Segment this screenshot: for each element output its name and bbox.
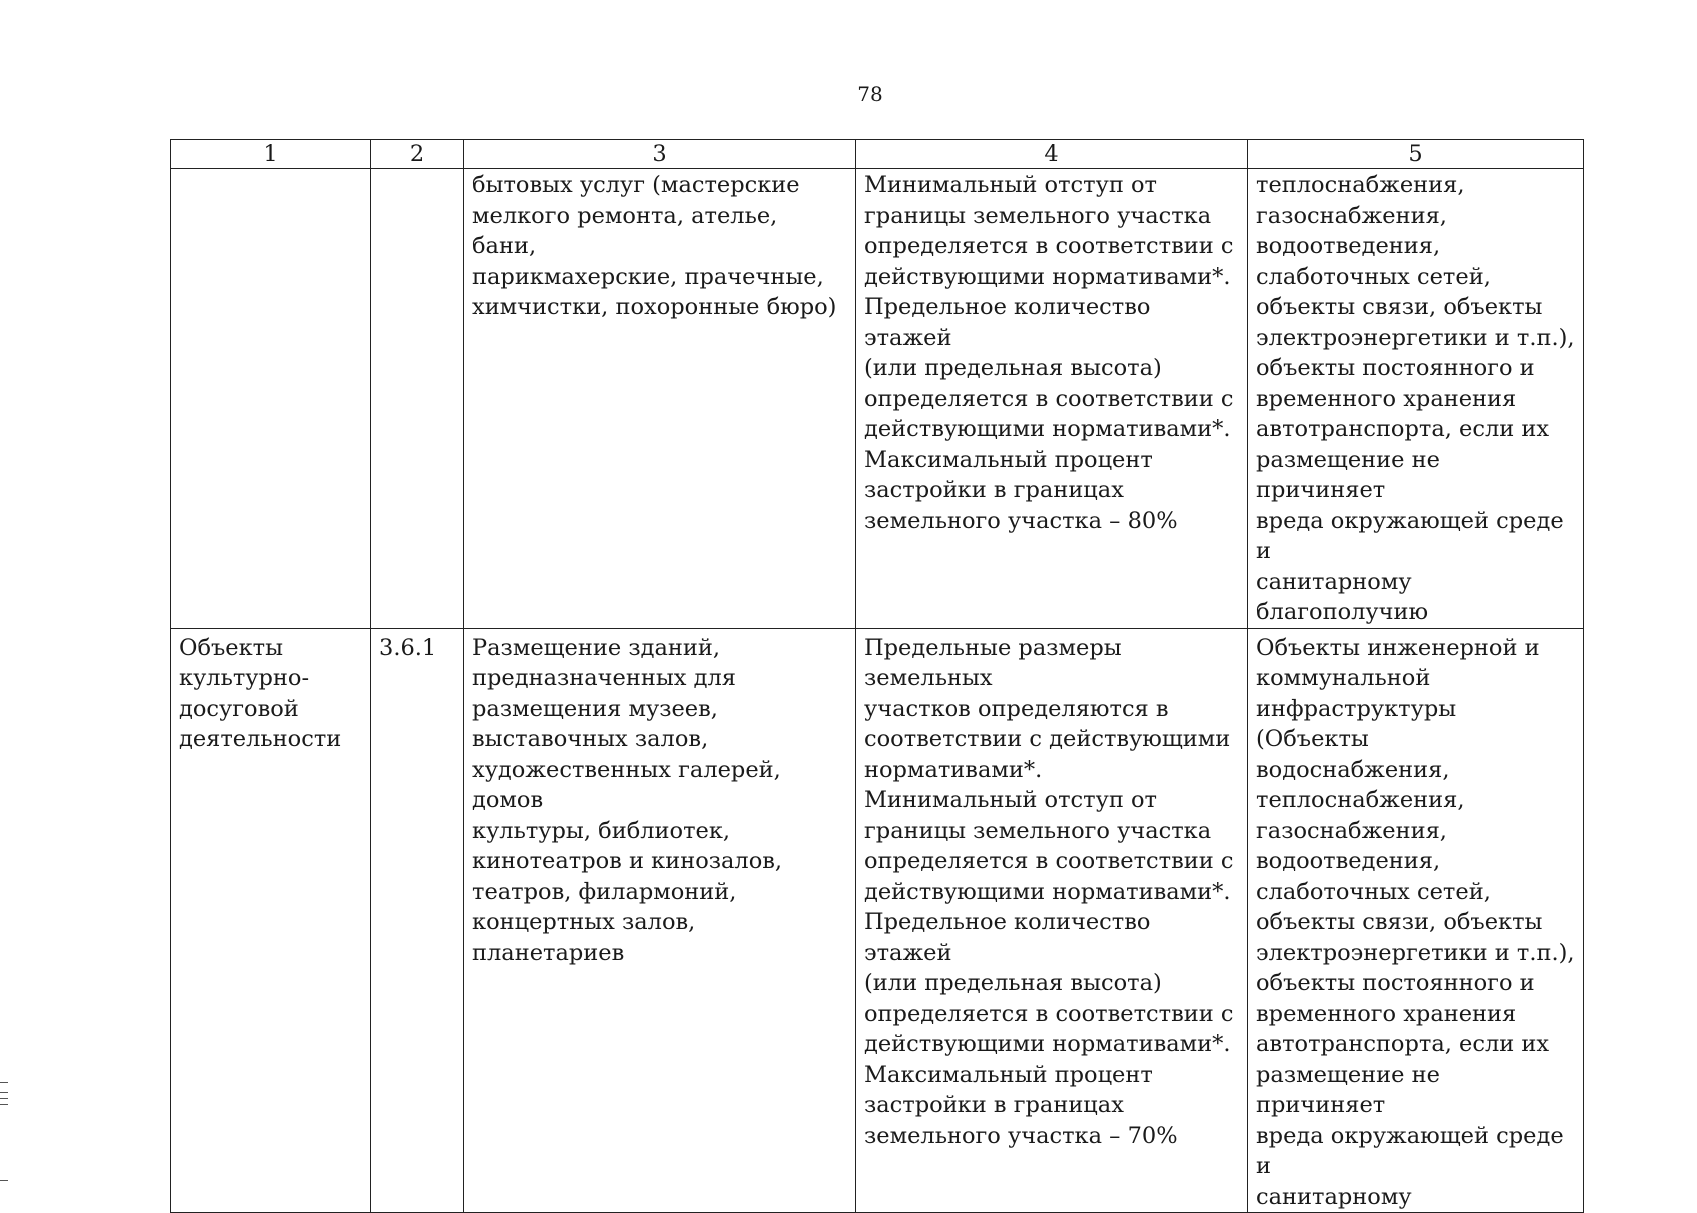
- column-header-4: 4: [856, 140, 1248, 169]
- column-header-2: 2: [371, 140, 464, 169]
- cell-object-name: Объекты культурно- досуговой деятельности: [171, 628, 371, 1213]
- column-header-1: 1: [171, 140, 371, 169]
- table-row: [171, 628, 1584, 1213]
- cell-code: [371, 169, 464, 629]
- scan-mark: [0, 1092, 8, 1093]
- scan-mark: [0, 1104, 8, 1105]
- column-header-5: 5: [1248, 140, 1584, 169]
- cell-auxiliary-uses: теплоснабжения, газоснабжения, водоотведения, слаботочных сетей, объекты связи, объекты электроэнергетики и т.п.), объекты постоянного и временного хранения автотранспорта, если их размещение не причиняет вреда окружающей среде и санитарному благополучию: [1248, 169, 1584, 629]
- cell-parameters: Предельные размеры земельных участков определяются в соответствии с действующими нормативами*. Минимальный отступ от границы земельного участка определяется в соответствии с действующими нормативами*. Предельное количество этажей (или предельная высота) определяется в соответствии с действующими нормативами*. Максимальный процент застройки в границах земельного участка – 70%: [856, 628, 1248, 1213]
- cell-object-name: [171, 169, 371, 629]
- cell-code: 3.6.1: [371, 628, 464, 1213]
- scan-mark: [0, 1082, 8, 1083]
- scan-mark: [0, 1180, 8, 1181]
- cell-auxiliary-uses: Объекты инженерной и коммунальной инфраструктуры (Объекты водоснабжения, теплоснабжения, газоснабжения, водоотведения, слаботочных сетей, объекты связи, объекты электроэнергетики и т.п.), объекты постоянного и временного хранения автотранспорта, если их размещение не причиняет вреда окружающей среде и санитарному: [1248, 628, 1584, 1213]
- cell-description: Размещение зданий, предназначенных для размещения музеев, выставочных залов, художественных галерей, домов культуры, библиотек, кинотеатров и кинозалов, театров, филармоний, концертных залов, планетариев: [464, 628, 856, 1213]
- column-header-3: 3: [464, 140, 856, 169]
- cell-parameters: Минимальный отступ от границы земельного участка определяется в соответствии с действующими нормативами*. Предельное количество этажей (или предельная высота) определяется в соответствии с действующими нормативами*. Максимальный процент застройки в границах земельного участка – 80%: [856, 169, 1248, 629]
- land-use-table: [170, 139, 1584, 1213]
- page-number: 78: [857, 82, 883, 106]
- scan-margin-marks: [0, 0, 12, 1200]
- cell-description: бытовых услуг (мастерские мелкого ремонта, ателье, бани, парикмахерские, прачечные, химчистки, похоронные бюро): [464, 169, 856, 629]
- table-row: [171, 169, 1584, 629]
- scan-mark: [0, 1098, 8, 1099]
- table-header-row: [171, 140, 1584, 169]
